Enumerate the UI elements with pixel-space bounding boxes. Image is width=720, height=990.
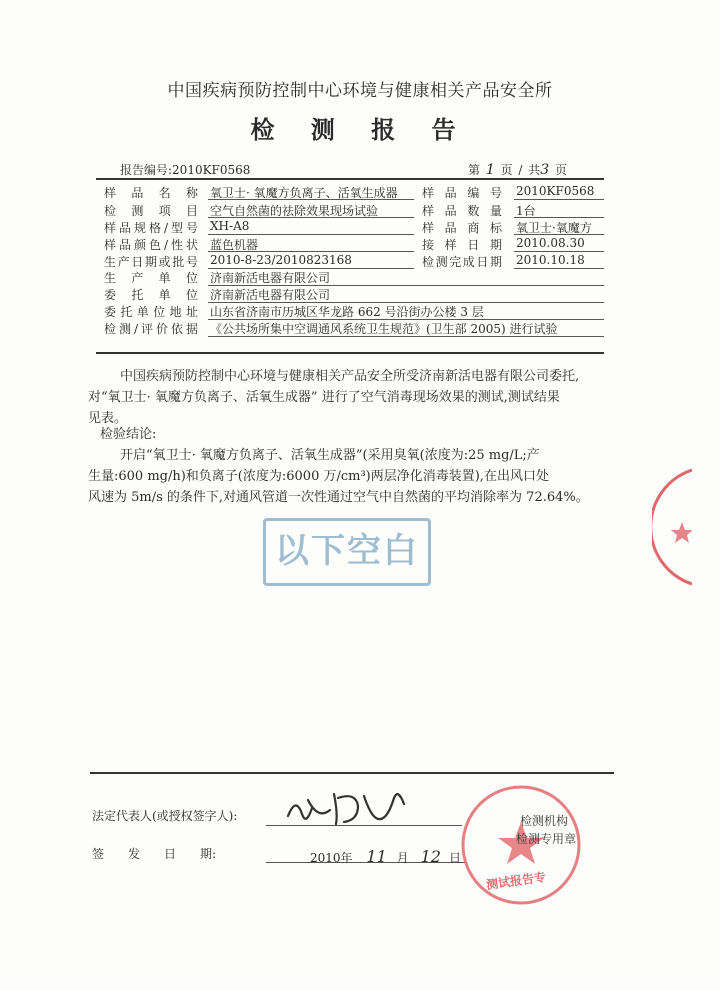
value-underline xyxy=(514,217,604,218)
info-label: 样 品 数 量 xyxy=(422,204,502,218)
info-value: 2010KF0568 xyxy=(516,184,595,198)
report-number xyxy=(120,161,250,178)
seal-caption-2: 检测专用章 xyxy=(516,832,577,846)
value-underline xyxy=(208,251,414,252)
conclusion-line-3: 风速为 5m/s 的条件下,对通风管道一次性通过空气中自然菌的平均消除率为 72.64%。 xyxy=(88,490,589,505)
value-underline xyxy=(208,268,414,269)
value-underline xyxy=(514,251,604,252)
info-value: 氧卫士·氧魔方 xyxy=(516,221,592,235)
value-underline xyxy=(208,234,414,235)
report-number-label: 报告编号: xyxy=(120,163,173,177)
legal-representative-label: 法定代表人(或授权签字人): xyxy=(92,809,238,823)
date-month-unit: 月 xyxy=(396,851,409,865)
info-value: XH-A8 xyxy=(210,219,250,233)
value-underline xyxy=(208,199,414,200)
info-label: 接 样 日 期 xyxy=(422,238,502,252)
page-current: 1 xyxy=(485,162,495,178)
value-underline xyxy=(208,319,604,320)
info-value: 蓝色机器 xyxy=(210,238,259,252)
info-label: 样 品 名 称 xyxy=(104,186,198,200)
page-suffix: 页 xyxy=(555,163,568,177)
info-value: 2010-8-23/2010823168 xyxy=(210,253,352,267)
intro-line-3: 见表。 xyxy=(88,411,128,426)
value-underline xyxy=(208,336,604,337)
intro-line-1: 中国疾病预防控制中心环境与健康相关产品安全所受济南新活电器有限公司委托, xyxy=(120,369,580,384)
date-day-unit: 日 xyxy=(448,851,461,865)
value-underline xyxy=(514,268,604,269)
info-label: 检测/评价依据 xyxy=(104,322,198,336)
organization-name: 中国疾病预防控制中心环境与健康相关产品安全所 xyxy=(167,81,553,101)
date-day: 12 xyxy=(420,847,441,866)
edge-seal-icon xyxy=(652,462,692,592)
seal-caption-1: 检测机构 xyxy=(520,814,569,828)
date-year: 2010 xyxy=(310,851,341,865)
info-label: 样品颜色/性状 xyxy=(104,238,198,252)
conclusion-line-2: 生量:600 mg/h)和负离子(浓度为:6000 万/cm³)两层净化消毒装置),在出风口处 xyxy=(88,469,549,484)
value-underline xyxy=(208,217,414,218)
issue-date xyxy=(310,847,461,866)
footer-rule xyxy=(90,772,614,774)
info-value: 济南新活电器有限公司 xyxy=(210,288,331,302)
value-underline xyxy=(514,234,604,235)
seal-text: 测试报告专 xyxy=(485,869,547,893)
info-label: 委托单位地址 xyxy=(104,305,198,319)
info-value: 2010.08.30 xyxy=(516,236,585,250)
page-prefix: 第 xyxy=(468,163,481,177)
info-label: 样 品 商 标 xyxy=(422,221,502,235)
blank-below-stamp: 以下空白 xyxy=(263,518,431,586)
value-underline xyxy=(208,302,604,303)
info-value: 2010.10.18 xyxy=(516,253,585,267)
intro-line-2: 对“氧卫士· 氧魔方负离子、活氧生成器” 进行了空气消毒现场效果的测试,测试结果 xyxy=(88,390,560,405)
info-label: 检 测 项 目 xyxy=(104,204,198,218)
page-indicator xyxy=(468,161,567,178)
info-label: 生 产 单 位 xyxy=(104,271,198,285)
info-label: 样 品 编 号 xyxy=(422,186,502,200)
conclusion-line-1: 开启“氧卫士· 氧魔方负离子、活氧生成器”(采用臭氧(浓度为:25 mg/L;产 xyxy=(120,448,540,463)
info-label: 生产日期或批号 xyxy=(104,255,198,269)
info-value: 1台 xyxy=(516,204,536,218)
info-label: 样品规格/型号 xyxy=(104,221,198,235)
document-title: 检 测 报 告 xyxy=(250,115,470,144)
info-value: 《公共场所集中空调通风系统卫生规范》(卫生部 2005) 进行试验 xyxy=(210,322,558,336)
date-year-unit: 年 xyxy=(340,851,353,865)
info-label: 委 托 单 位 xyxy=(104,288,198,302)
report-number-value: 2010KF0568 xyxy=(172,163,251,177)
info-label: 检测完成日期 xyxy=(422,255,502,269)
info-value: 氧卫士· 氧魔方负离子、活氧生成器 xyxy=(210,186,398,200)
info-value: 山东省济南市历城区华龙路 662 号沿街办公楼 3 层 xyxy=(210,305,484,319)
issue-date-label: 签 发 日 期: xyxy=(92,847,217,861)
handwritten-signature xyxy=(278,786,428,832)
table-top-rule xyxy=(96,178,604,180)
info-value: 空气自然菌的祛除效果现场试验 xyxy=(210,204,379,218)
page-mid: 页 / 共 xyxy=(500,163,541,177)
table-bottom-rule xyxy=(96,352,604,354)
date-month: 11 xyxy=(366,847,387,866)
conclusion-label: 检验结论: xyxy=(100,427,157,442)
value-underline xyxy=(514,199,604,200)
info-value: 济南新活电器有限公司 xyxy=(210,271,331,285)
page-total: 3 xyxy=(540,162,550,178)
value-underline xyxy=(208,285,604,286)
